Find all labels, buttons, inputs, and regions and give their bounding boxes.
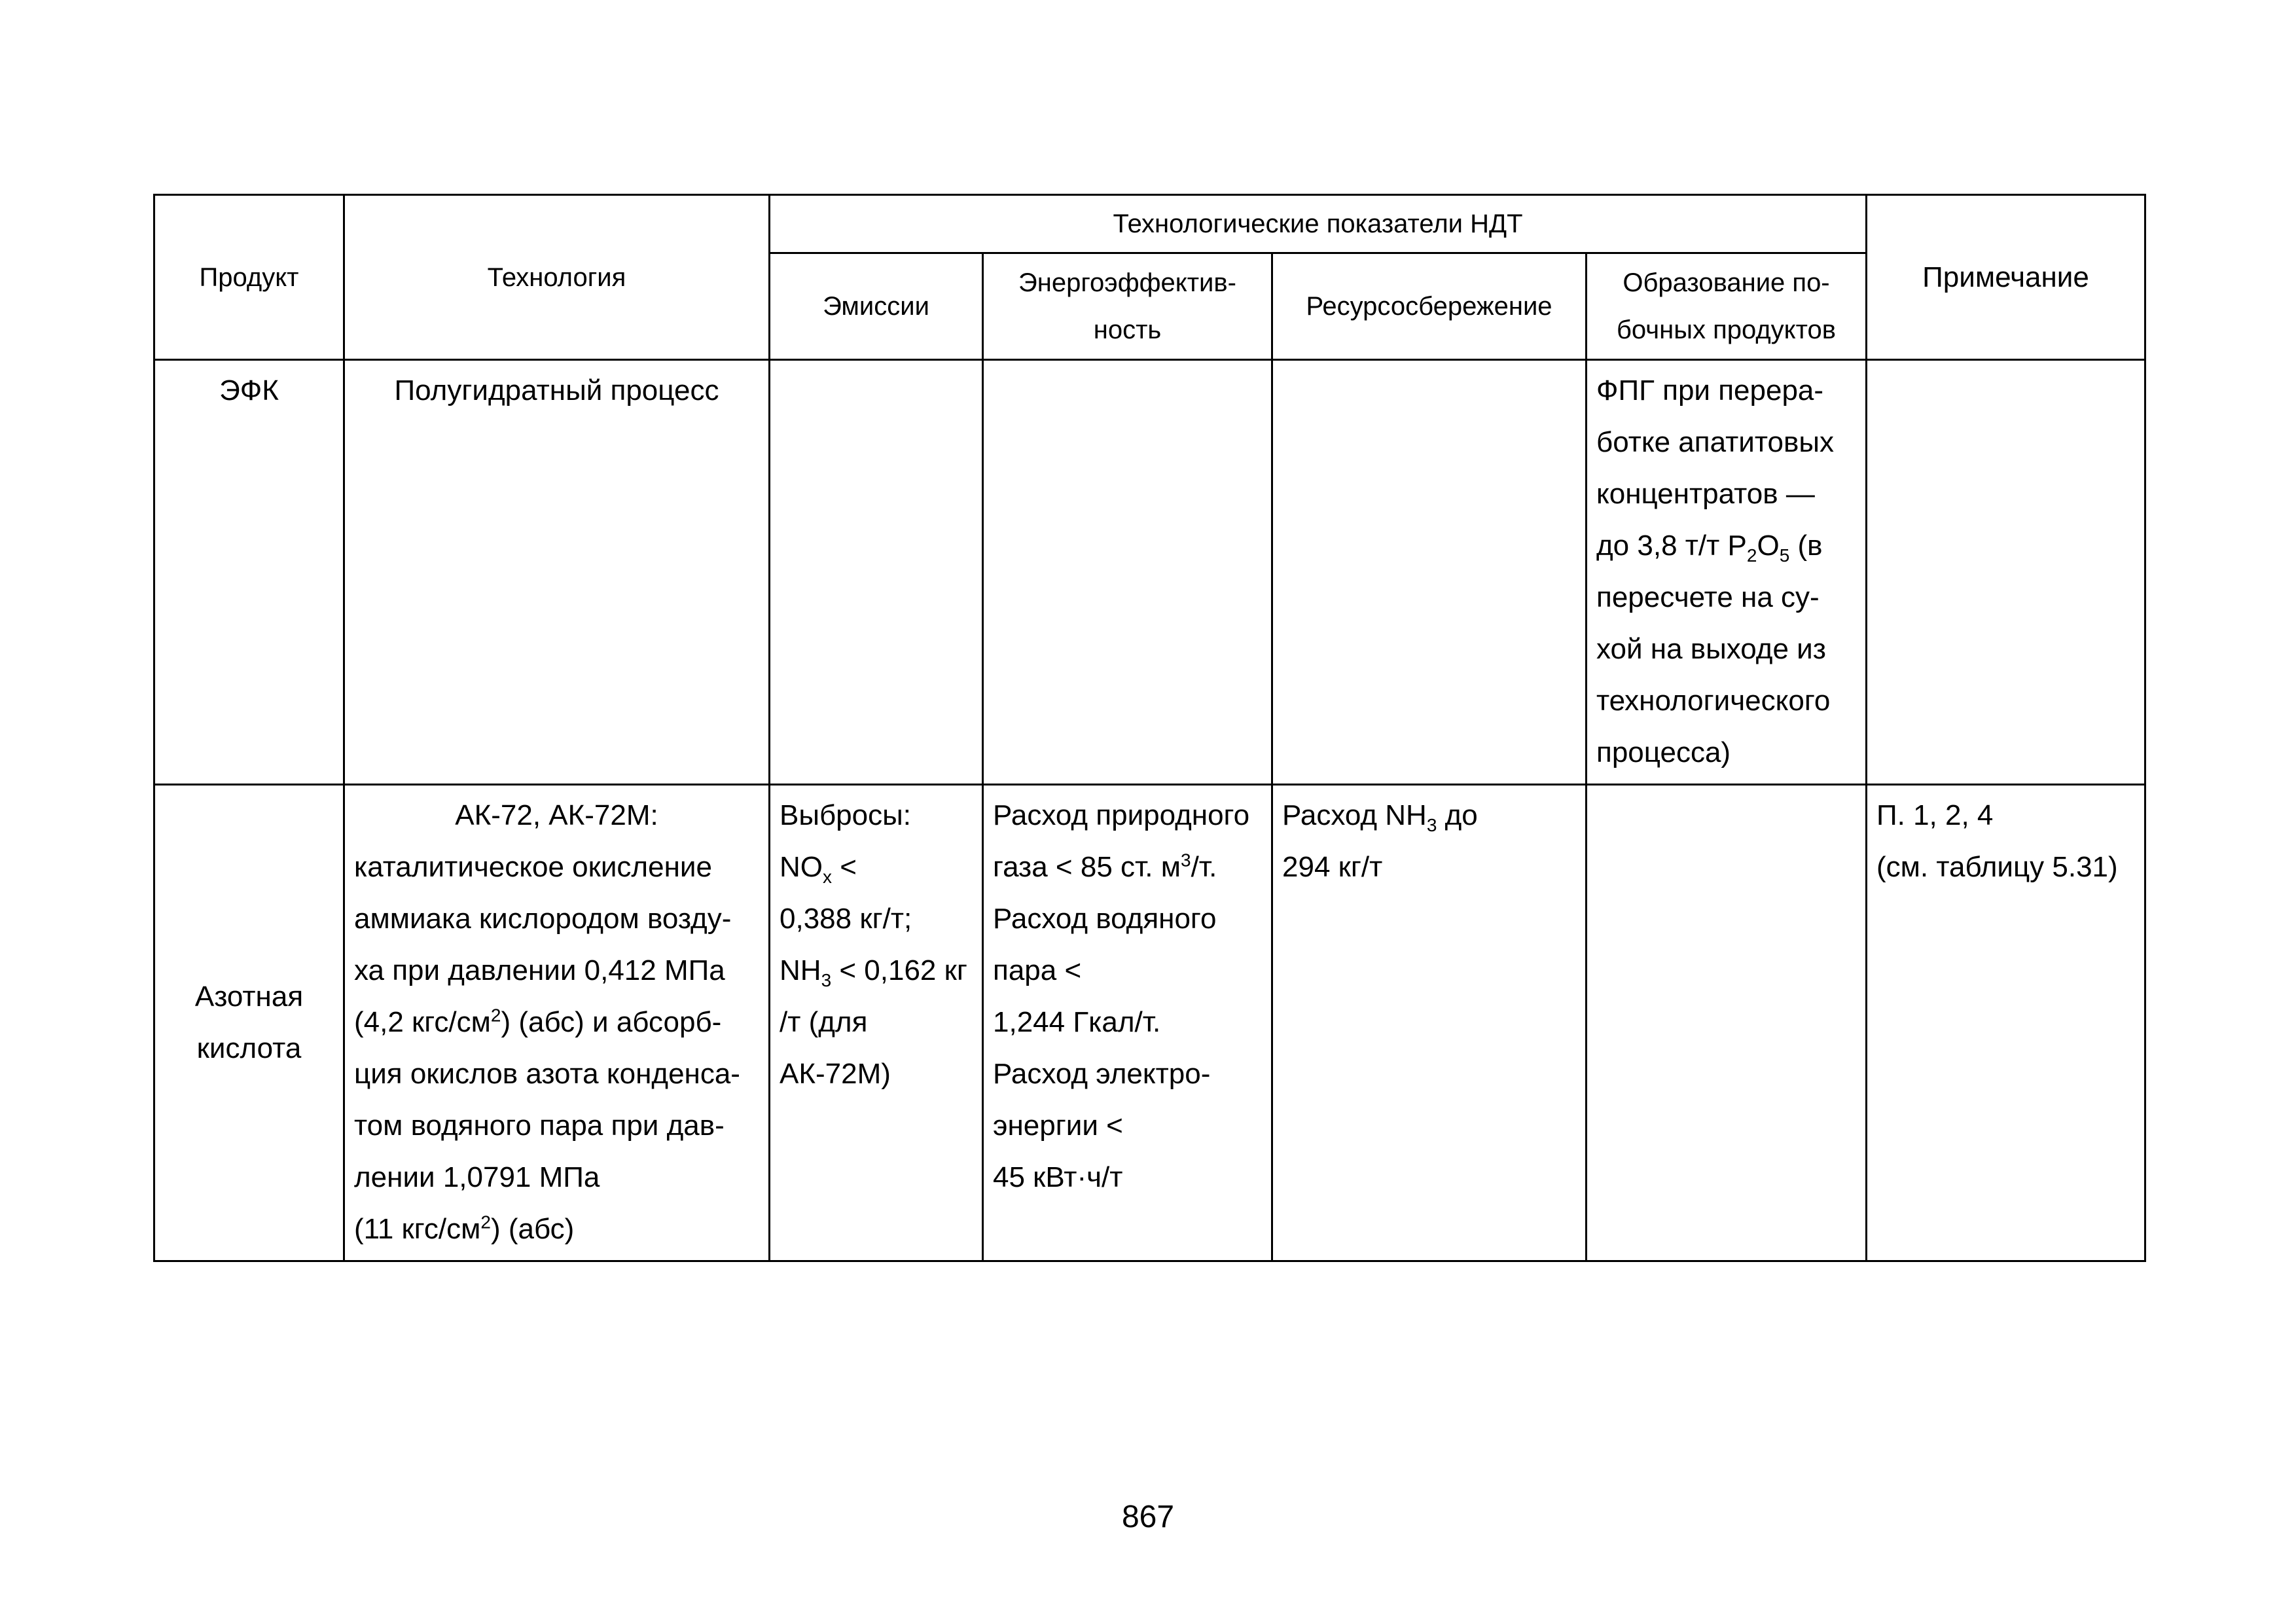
energy-text: /т. xyxy=(1191,851,1217,883)
cell-resources xyxy=(1272,360,1587,785)
emissions-line: АК-72М) xyxy=(780,1058,891,1090)
technology-line xyxy=(354,996,759,1048)
subscript: 5 xyxy=(1779,545,1790,566)
byproducts-line: пересчете на су- xyxy=(1596,581,1820,613)
energy-line: пара < xyxy=(993,954,1082,986)
emissions-line: 0,388 кг/т; xyxy=(780,903,912,935)
header-bat-indicators xyxy=(770,195,1867,253)
byproducts-text: до 3,8 т/т P xyxy=(1596,530,1747,562)
product-name-line-2: кислота xyxy=(196,1032,302,1064)
byproducts-text: O xyxy=(1757,530,1780,562)
page-number: 867 xyxy=(1121,1500,1175,1534)
energy-line: 45 кВт·ч/т xyxy=(993,1161,1123,1193)
emissions-line: Выбросы: xyxy=(780,799,911,831)
cell-resources xyxy=(1272,785,1587,1261)
resources-text: до xyxy=(1437,799,1478,831)
cell-technology xyxy=(344,785,770,1261)
header-row-top xyxy=(154,195,2145,253)
technology-text: ) (абс) xyxy=(490,1213,575,1245)
emissions-line xyxy=(780,945,973,996)
resources-text: Расход NH xyxy=(1282,799,1427,831)
energy-line xyxy=(993,841,1262,893)
note-line: П. 1, 2, 4 xyxy=(1876,799,1994,831)
byproducts-line: ФПГ при перера- xyxy=(1596,374,1824,406)
header-byproducts-line-1: Образование по- xyxy=(1623,268,1830,297)
subscript: 2 xyxy=(1746,545,1757,566)
header-note xyxy=(1867,195,2145,360)
technology-text: (11 кгс/см xyxy=(354,1213,481,1245)
emissions-text: NO xyxy=(780,851,823,883)
bat-indicators-table xyxy=(153,194,2146,1262)
byproducts-line: технологического xyxy=(1596,685,1831,717)
technology-line: том водяного пара при дав- xyxy=(354,1110,725,1142)
superscript: 2 xyxy=(480,1212,491,1233)
technology-line: аммиака кислородом возду- xyxy=(354,903,732,935)
cell-product xyxy=(154,785,344,1261)
cell-byproducts xyxy=(1587,360,1867,785)
energy-line: 1,244 Гкал/т. xyxy=(993,1006,1161,1038)
resources-line xyxy=(1282,789,1576,841)
subscript: 3 xyxy=(821,969,832,990)
energy-line: Расход электро- xyxy=(993,1058,1211,1090)
byproducts-line: хой на выходе из xyxy=(1596,633,1826,665)
header-product xyxy=(154,195,344,360)
header-energy-line-1: Энергоэффектив- xyxy=(1018,268,1236,297)
technology-line: ха при давлении 0,412 МПа xyxy=(354,954,725,986)
subscript: 3 xyxy=(1426,814,1437,835)
superscript: 2 xyxy=(490,1005,501,1026)
header-byproducts xyxy=(1587,253,1867,360)
cell-emissions xyxy=(770,360,983,785)
energy-line: Расход водяного xyxy=(993,903,1217,935)
table-row xyxy=(154,785,2145,1261)
header-technology-label: Технология xyxy=(487,262,626,292)
header-energy xyxy=(983,253,1272,360)
cell-note xyxy=(1867,360,2145,785)
byproducts-line xyxy=(1596,520,1856,571)
technology-name: Полугидратный процесс xyxy=(394,374,719,406)
cell-technology xyxy=(344,360,770,785)
header-emissions xyxy=(770,253,983,360)
emissions-text: < 0,162 кг xyxy=(831,954,967,986)
byproducts-line: ботке апатитовых xyxy=(1596,426,1834,458)
header-product-label: Продукт xyxy=(199,262,299,292)
cell-emissions xyxy=(770,785,983,1261)
superscript: 3 xyxy=(1181,850,1191,871)
byproducts-line: процесса) xyxy=(1596,736,1731,768)
cell-energy xyxy=(983,360,1272,785)
technology-text: (4,2 кгс/см xyxy=(354,1006,491,1038)
header-technology xyxy=(344,195,770,360)
resources-line: 294 кг/т xyxy=(1282,851,1383,883)
technology-line: АК-72, АК-72М: xyxy=(455,799,658,831)
energy-line: энергии < xyxy=(993,1110,1123,1142)
technology-text: ) (абс) и абсорб- xyxy=(501,1006,722,1038)
technology-line xyxy=(354,1203,759,1255)
technology-line: каталитическое окисление xyxy=(354,851,712,883)
table-row xyxy=(154,360,2145,785)
header-byproducts-line-2: бочных продуктов xyxy=(1617,316,1836,344)
header-energy-line-2: ность xyxy=(1093,316,1162,344)
cell-byproducts xyxy=(1587,785,1867,1261)
header-note-label: Примечание xyxy=(1922,261,2089,293)
emissions-text: NH xyxy=(780,954,821,986)
cell-note xyxy=(1867,785,2145,1261)
cell-energy xyxy=(983,785,1272,1261)
header-emissions-label: Эмиссии xyxy=(823,292,929,321)
emissions-text: < xyxy=(832,851,857,883)
header-bat-indicators-label: Технологические показатели НДТ xyxy=(1113,209,1523,238)
emissions-line: /т (для xyxy=(780,1006,868,1038)
technology-line: ция окислов азота конденса- xyxy=(354,1058,740,1090)
cell-product xyxy=(154,360,344,785)
byproducts-text: (в xyxy=(1789,530,1823,562)
emissions-line xyxy=(780,841,973,893)
byproducts-line: концентратов — xyxy=(1596,478,1815,510)
energy-line: Расход природного xyxy=(993,799,1250,831)
note-line: (см. таблицу 5.31) xyxy=(1876,851,2118,883)
subscript: x xyxy=(823,866,832,887)
technology-line: лении 1,0791 МПа xyxy=(354,1161,600,1193)
energy-text: газа < 85 ст. м xyxy=(993,851,1181,883)
product-name-line-1: Азотная xyxy=(194,980,304,1013)
header-resources-label: Ресурсосбережение xyxy=(1306,292,1552,321)
product-name: ЭФК xyxy=(219,374,279,406)
header-resources xyxy=(1272,253,1587,360)
